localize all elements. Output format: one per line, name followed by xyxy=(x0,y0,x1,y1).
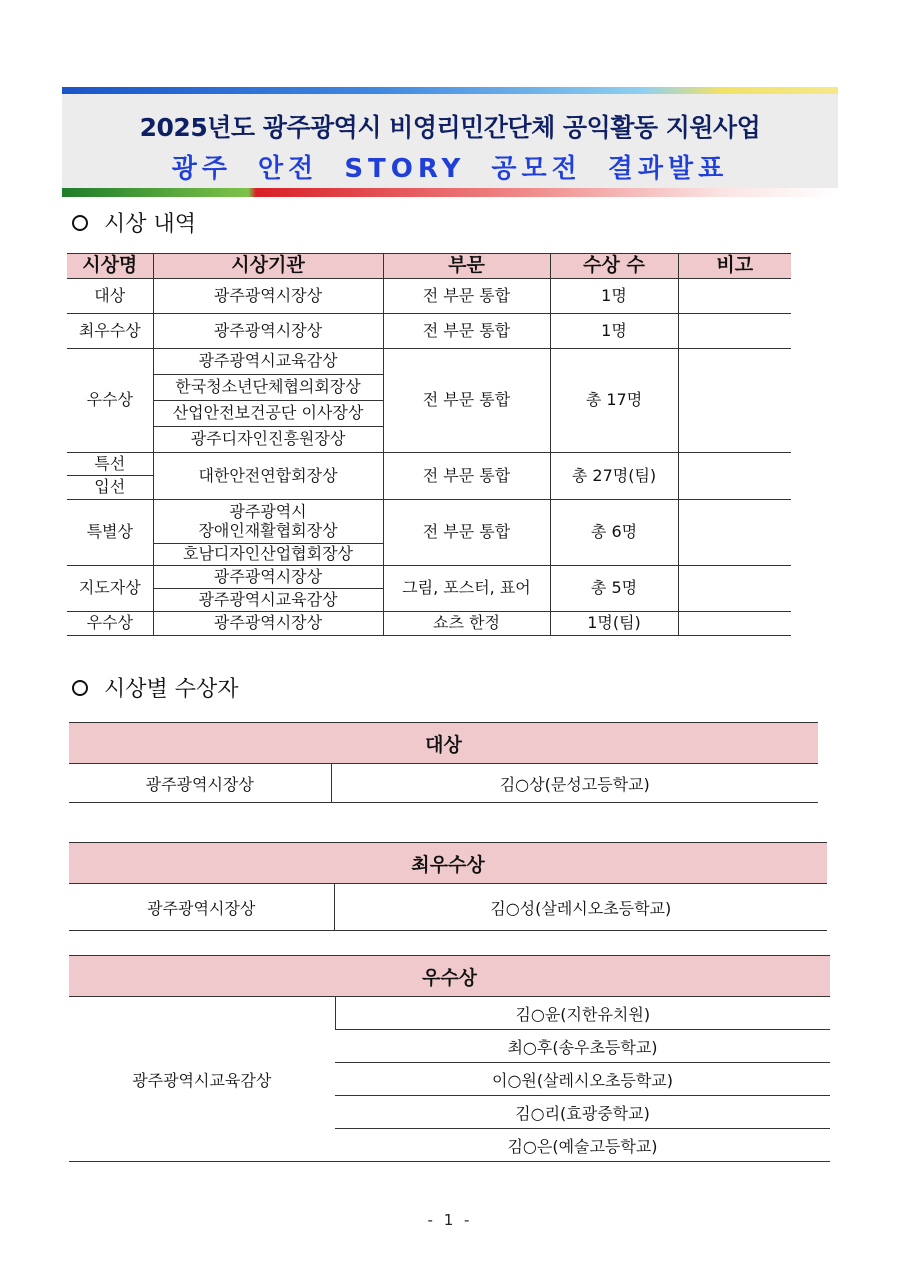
section-heading-award-details xyxy=(72,207,196,238)
column-header: 비고 xyxy=(678,254,791,279)
organization-cell: 광주광역시장상 xyxy=(153,279,383,314)
banner-top-bar xyxy=(62,87,838,94)
title-line-1: 2025년도 광주광역시 비영리민간단체 공익활동 지원사업 xyxy=(139,113,761,142)
organization-cell: 광주광역시장상 xyxy=(69,764,331,803)
note-cell xyxy=(678,612,791,636)
daesang-winners-table xyxy=(69,722,818,803)
table-row xyxy=(69,997,830,1030)
table-row xyxy=(69,884,827,931)
usu-winners-table xyxy=(69,955,830,1162)
organization-cell: 광주광역시교육감상 xyxy=(69,997,335,1162)
note-cell xyxy=(678,453,791,500)
award-name-cell: 입선 xyxy=(67,476,153,500)
title-banner xyxy=(62,87,838,197)
award-title-row xyxy=(69,843,827,884)
column-header: 시상명 xyxy=(67,254,153,279)
count-cell: 1명 xyxy=(550,314,678,349)
category-cell: 그림, 포스터, 표어 xyxy=(383,566,550,612)
award-details-table xyxy=(67,253,791,636)
category-cell: 전 부문 통합 xyxy=(383,500,550,566)
award-name-cell: 대상 xyxy=(67,279,153,314)
award-title: 최우수상 xyxy=(69,843,827,884)
category-cell: 전 부문 통합 xyxy=(383,349,550,453)
award-title: 우수상 xyxy=(69,956,830,997)
section-heading-text: 시상 내역 xyxy=(104,212,197,237)
table-row xyxy=(67,314,791,349)
table-header-row xyxy=(67,254,791,279)
organization-cell: 광주광역시교육감상 xyxy=(153,349,383,375)
organization-cell: 광주광역시장상 xyxy=(153,566,383,589)
choiusu-winners-table xyxy=(69,842,827,931)
count-cell: 1명 xyxy=(550,279,678,314)
column-header: 시상기관 xyxy=(153,254,383,279)
banner-bottom-bar xyxy=(62,188,838,197)
note-cell xyxy=(678,314,791,349)
table-row xyxy=(67,612,791,636)
organization-cell: 산업안전보건공단 이사장상 xyxy=(153,401,383,427)
note-cell xyxy=(678,349,791,453)
winner-cell: 김○은(예술고등학교) xyxy=(335,1129,830,1162)
circle-bullet-icon xyxy=(72,215,88,231)
organization-cell: 호남디자인산업협회장상 xyxy=(153,544,383,566)
count-cell: 총 17명 xyxy=(550,349,678,453)
organization-cell: 대한안전연합회장상 xyxy=(153,453,383,500)
winner-cell: 김○성(살레시오초등학교) xyxy=(334,884,827,931)
table-row xyxy=(67,349,791,375)
winner-cell: 최○후(송우초등학교) xyxy=(335,1030,830,1063)
category-cell: 쇼츠 한정 xyxy=(383,612,550,636)
award-name-cell: 지도자상 xyxy=(67,566,153,612)
award-name-cell: 특별상 xyxy=(67,500,153,566)
award-name-cell: 최우수상 xyxy=(67,314,153,349)
table-row xyxy=(69,764,818,803)
section-heading-winners xyxy=(72,672,239,703)
award-title-row xyxy=(69,723,818,764)
table-row xyxy=(67,500,791,544)
organization-cell: 광주광역시장상 xyxy=(153,314,383,349)
category-cell: 전 부문 통합 xyxy=(383,453,550,500)
count-cell: 총 27명(팀) xyxy=(550,453,678,500)
organization-cell xyxy=(153,500,383,544)
winner-cell: 이○원(살레시오초등학교) xyxy=(335,1063,830,1096)
count-cell: 총 6명 xyxy=(550,500,678,566)
winner-cell: 김○상(문성고등학교) xyxy=(331,764,818,803)
organization-cell: 광주디자인진흥원장상 xyxy=(153,427,383,453)
organization-line: 장애인재활협회장상 xyxy=(198,520,338,540)
winner-cell: 김○윤(지한유치원) xyxy=(335,997,830,1030)
award-name-cell: 특선 xyxy=(67,453,153,476)
award-name-cell: 우수상 xyxy=(67,349,153,453)
section-heading-text: 시상별 수상자 xyxy=(104,677,239,702)
table-row xyxy=(67,453,791,476)
organization-cell: 광주광역시장상 xyxy=(69,884,334,931)
column-header: 수상 수 xyxy=(550,254,678,279)
note-cell xyxy=(678,500,791,566)
note-cell xyxy=(678,279,791,314)
circle-bullet-icon xyxy=(72,680,88,696)
category-cell: 전 부문 통합 xyxy=(383,279,550,314)
organization-cell: 광주광역시장상 xyxy=(153,612,383,636)
award-title: 대상 xyxy=(69,723,818,764)
banner-body xyxy=(62,94,838,188)
count-cell: 1명(팀) xyxy=(550,612,678,636)
count-cell: 총 5명 xyxy=(550,566,678,612)
organization-cell: 광주광역시교육감상 xyxy=(153,589,383,612)
winner-cell: 김○리(효광중학교) xyxy=(335,1096,830,1129)
award-title-row xyxy=(69,956,830,997)
table-row xyxy=(67,566,791,589)
page-number: - 1 - xyxy=(427,1211,473,1229)
title-line-2: 광주 안전 STORY 공모전 결과발표 xyxy=(171,154,729,184)
table-row xyxy=(67,279,791,314)
organization-cell: 한국청소년단체협의회장상 xyxy=(153,375,383,401)
category-cell: 전 부문 통합 xyxy=(383,314,550,349)
award-name-cell: 우수상 xyxy=(67,612,153,636)
note-cell xyxy=(678,566,791,612)
organization-line: 광주광역시 xyxy=(229,502,307,522)
column-header: 부문 xyxy=(383,254,550,279)
